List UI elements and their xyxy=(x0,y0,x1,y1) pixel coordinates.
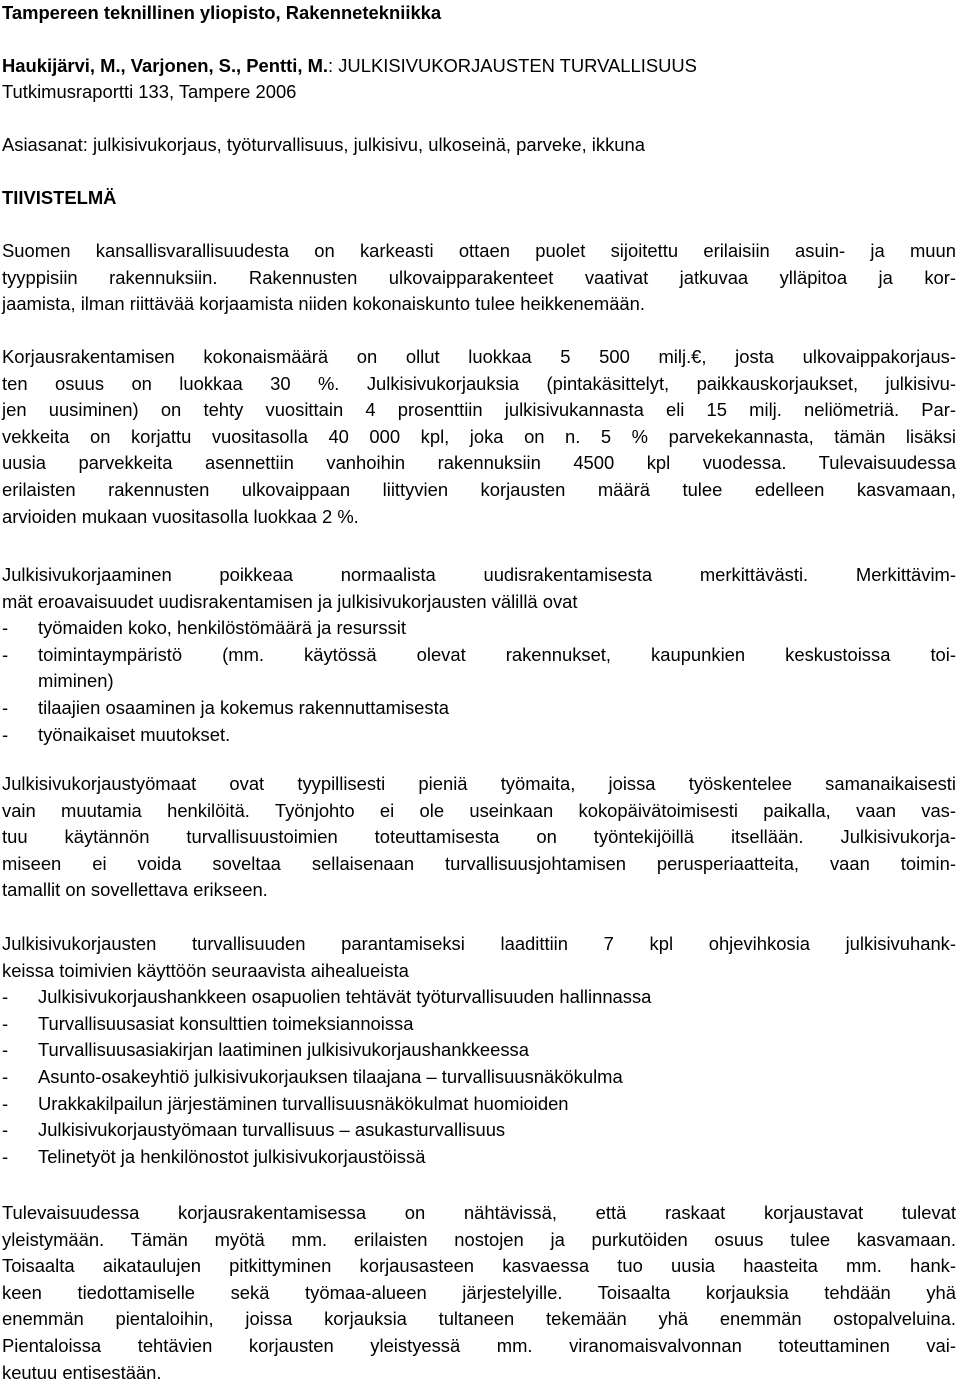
list-item xyxy=(2,1117,956,1144)
university-heading: Tampereen teknillinen yliopisto, Rakennetekniikka xyxy=(2,2,442,23)
list-item xyxy=(2,1091,956,1118)
list-item-text: työnaikaiset muutokset. xyxy=(38,723,231,745)
text-line: vain muutamia henkilöitä. Työnjohto ei ole useinkaan kokopäivätoimisesti paikalla, vaan vas- xyxy=(2,799,956,821)
series-line: Tutkimusraportti 133, Tampere 2006 xyxy=(2,81,297,102)
text-line: Julkisivukorjausten turvallisuuden parantamiseksi laadittiin 7 kpl ohjevihkosia julkisivuhank- xyxy=(2,933,956,954)
text-line: Suomen kansallisvarallisuudesta on karkeasti ottaen puolet sijoitettu erilaisiin asuin- ja muun xyxy=(2,240,956,261)
list-item xyxy=(2,1064,956,1091)
text-line: Toisaalta aikataulujen pitkittyminen korjausasteen kasvaessa tuo uusia haasteita mm. hank- xyxy=(2,1255,956,1277)
text-line: keutuu entisestään. xyxy=(2,1361,162,1383)
list-item xyxy=(2,722,956,749)
dash-bullet: - xyxy=(2,1119,9,1141)
list-item xyxy=(2,642,956,669)
text-line: uusia parvekkeita asennettiin vanhoihin rakennuksiin 4500 kpl vuodessa. Tulevaisuudessa xyxy=(2,452,956,474)
list-item-text: toimintaympäristö (mm. käytössä olevat rakennukset, kaupunkien keskustoissa toi- xyxy=(38,643,956,665)
paragraph-5 xyxy=(2,931,956,1170)
text-line: enemmän pientaloihin, joissa korjauksia tultaneen tekemään yhä enemmän ostopalveluina. xyxy=(2,1308,956,1330)
list-item-text: Telinetyöt ja henkilönostot julkisivukorjaustöissä xyxy=(38,1145,426,1167)
dash-bullet: - xyxy=(2,617,9,639)
text-line: mät eroavaisuudet uudisrakentamisen ja julkisivukorjausten välillä ovat xyxy=(2,590,578,612)
list-item xyxy=(2,984,956,1011)
list-item-text: tilaajien osaaminen ja kokemus rakennuttamisesta xyxy=(38,696,449,718)
dash-bullet: - xyxy=(2,986,9,1008)
list-item-text: Turvallisuusasiakirjan laatiminen julkisivukorjaushankkeessa xyxy=(38,1039,529,1061)
dash-bullet: - xyxy=(2,1039,9,1061)
list-item-text: Julkisivukorjaushankkeen osapuolien tehtävät työturvallisuuden hallinnassa xyxy=(38,986,652,1008)
dash-bullet: - xyxy=(2,1012,9,1034)
report-title-line xyxy=(2,53,697,80)
text-line: tamallit on sovellettava erikseen. xyxy=(2,879,268,901)
text-line: yleistymään. Tämän myötä mm. erilaisten nostojen ja purkutöiden osuus tulee kasvamaan. xyxy=(2,1228,956,1250)
text-line: Pientaloissa tehtävien korjausten yleistyessä mm. viranomaisvalvonnan toteuttaminen vai- xyxy=(2,1334,956,1356)
list-item-text: työmaiden koko, henkilöstömäärä ja resurssit xyxy=(38,617,406,639)
list-item-text: Julkisivukorjaustyömaan turvallisuus – asukasturvallisuus xyxy=(38,1119,506,1141)
paragraph-3 xyxy=(2,562,956,748)
text-line: keissa toimivien käyttöön seuraavista aihealueista xyxy=(2,959,409,981)
text-line: Julkisivukorjaaminen poikkeaa normaalista uudisrakentamisesta merkittävästi. Merkittävim- xyxy=(2,564,956,585)
dash-bullet: - xyxy=(2,1065,9,1087)
dash-bullet: - xyxy=(2,696,9,718)
text-line: Korjausrakentamisen kokonaismäärä on ollut luokkaa 5 500 milj.€, josta ulkovaippakorjaus- xyxy=(2,346,956,367)
text-line: Tulevaisuudessa korjausrakentamisessa on nähtävissä, että raskaat korjaustavat tulevat xyxy=(2,1202,956,1223)
text-line: tuu käytännön turvallisuustoimien toteuttamisesta on työntekijöillä itsellään. Julkisivukorja- xyxy=(2,826,956,848)
text-line: keen tiedottamiselle sekä työmaa-alueen järjestelyille. Toisaalta korjauksia tehdään yhä xyxy=(2,1281,956,1303)
list-item xyxy=(2,695,956,722)
list-item xyxy=(2,1011,956,1038)
list-item-text: Urakkakilpailun järjestäminen turvallisuusnäkökulmat huomioiden xyxy=(38,1092,569,1114)
dash-bullet: - xyxy=(2,723,9,745)
list-item-text: Turvallisuusasiat konsulttien toimeksiannoissa xyxy=(38,1012,414,1034)
paragraph-4 xyxy=(2,771,956,904)
report-title: : JULKISIVUKORJAUSTEN TURVALLISUUS xyxy=(328,55,697,76)
paragraph-2 xyxy=(2,344,956,530)
dash-bullet: - xyxy=(2,1092,9,1114)
text-line: ten osuus on luokkaa 30 %. Julkisivukorjauksia (pintakäsittelyt, paikkauskorjaukset, julkisivu- xyxy=(2,372,956,394)
text-line: tyyppisiin rakennuksiin. Rakennusten ulkovaipparakenteet vaativat jatkuvaa ylläpitoa ja kor- xyxy=(2,266,956,288)
text-line: arvioiden mukaan vuositasolla luokkaa 2 %. xyxy=(2,505,359,527)
text-line: vekkeita on korjattu vuositasolla 40 000 kpl, joka on n. 5 % parvekekannasta, tämän lisäksi xyxy=(2,425,956,447)
authors: Haukijärvi, M., Varjonen, S., Pentti, M. xyxy=(2,55,329,76)
paragraph-1 xyxy=(2,238,956,318)
list-item-continuation: miminen) xyxy=(38,670,114,692)
list-item xyxy=(2,615,956,642)
text-line: Julkisivukorjaustyömaat ovat tyypillisesti pieniä työmaita, joissa työskentelee samanaikaisesti xyxy=(2,773,956,794)
text-line: jaamista, ilman riittävää korjaamista niiden kokonaiskunto tulee heikkenemään. xyxy=(2,293,645,315)
guide-list xyxy=(2,984,956,1170)
text-line: jen uusiminen) on tehty vuosittain 4 prosenttiin julkisivukannasta eli 15 milj. neliömetriä. Par- xyxy=(2,399,956,421)
dash-bullet: - xyxy=(2,643,9,665)
list-item-text: Asunto-osakeyhtiö julkisivukorjauksen tilaajana – turvallisuusnäkökulma xyxy=(38,1065,623,1087)
paragraph-6 xyxy=(2,1200,956,1386)
text-line: miseen ei voida soveltaa sellaisenaan turvallisuusjohtamisen perusperiaatteita, vaan toimin- xyxy=(2,852,956,874)
list-item xyxy=(2,1037,956,1064)
text-line: erilaisten rakennusten ulkovaippaan liittyvien korjausten määrä tulee edelleen kasvamaan, xyxy=(2,478,956,500)
dash-bullet: - xyxy=(2,1145,9,1167)
list-item xyxy=(2,1144,956,1171)
abstract-heading: TIIVISTELMÄ xyxy=(2,187,117,208)
keywords-line: Asiasanat: julkisivukorjaus, työturvallisuus, julkisivu, ulkoseinä, parveke, ikkuna xyxy=(2,134,645,155)
